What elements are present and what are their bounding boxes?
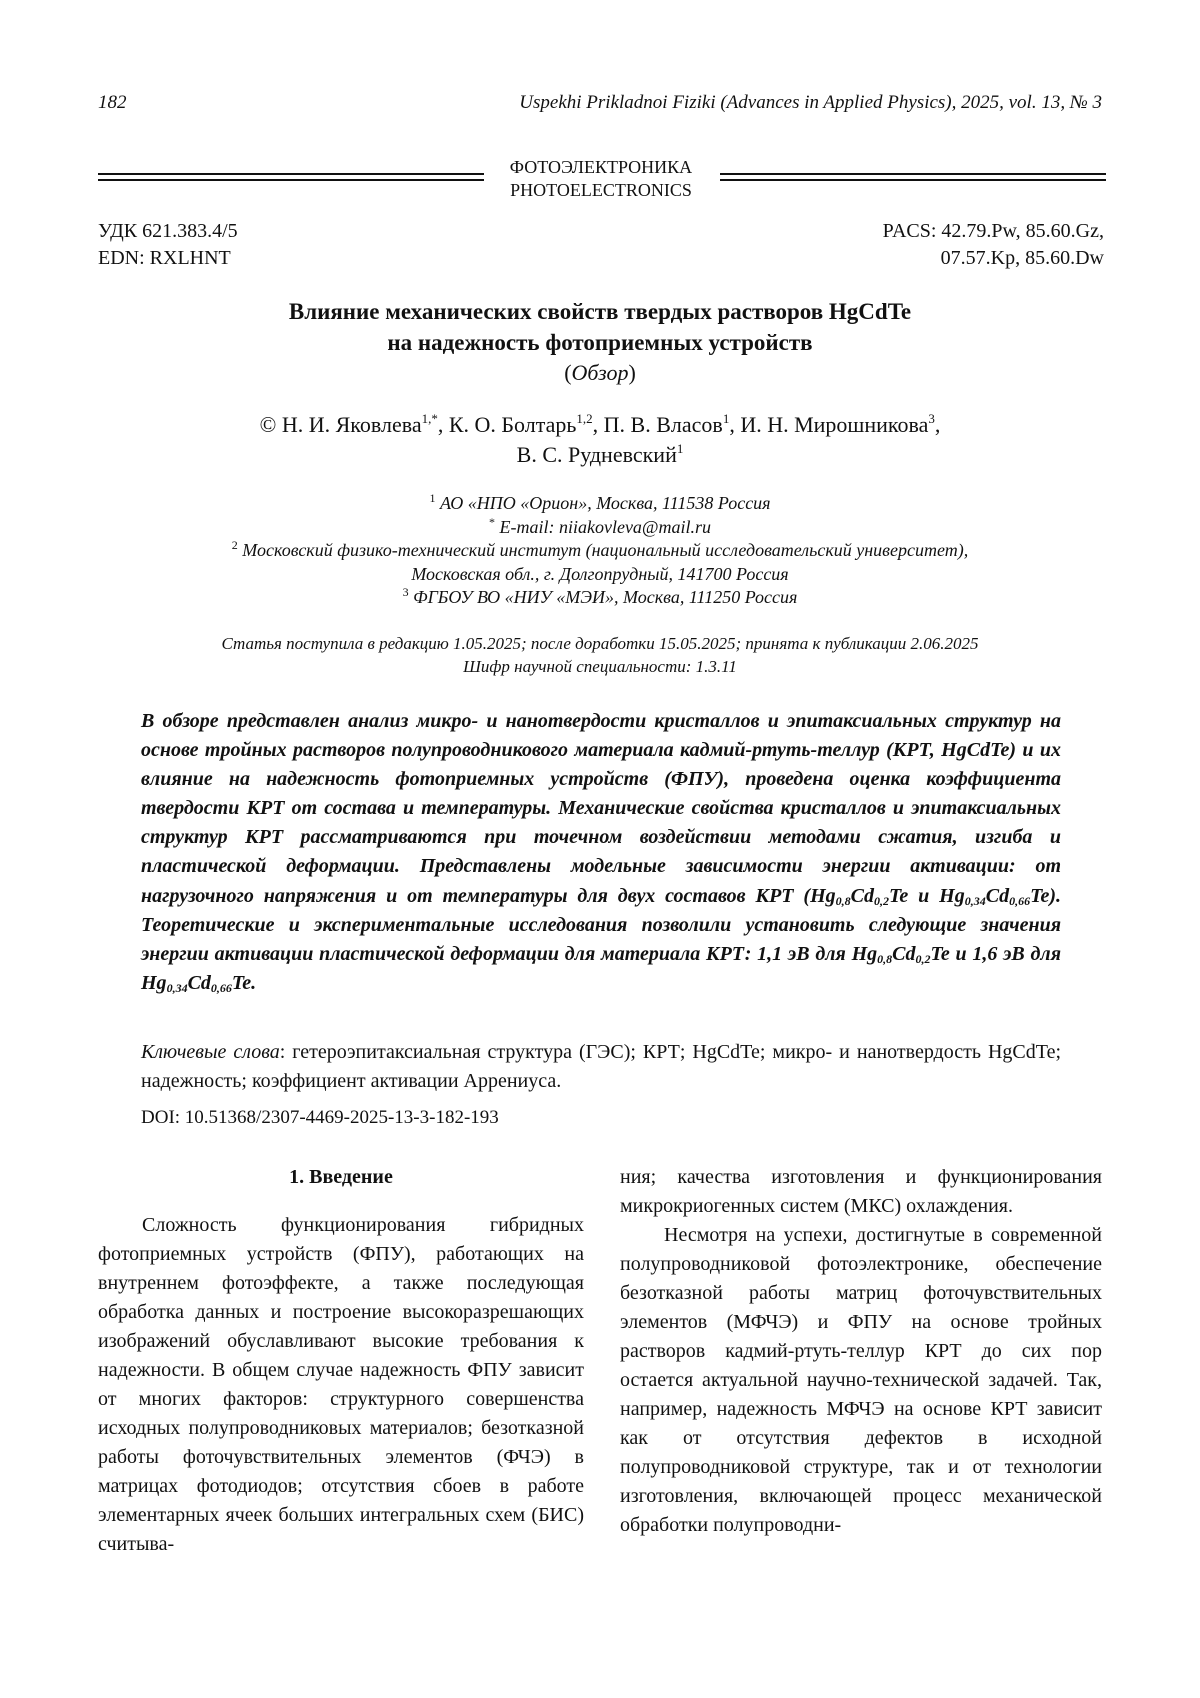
author-line-2 [98, 440, 1102, 470]
edn-code: EDN: RXLHNT [98, 245, 238, 272]
double-rule-left [98, 173, 484, 181]
abstract: В обзоре представлен анализ микро- и нанотвердости кристаллов и эпитаксиальных структур на основе тройных растворов полупроводникового материала кадмий-ртуть-теллур (КРТ, HgCdTe) и их влияние на надежность фотоприемных устройств (ФПУ), проведена оценка коэффициента твердости КРТ от состава и температуры. Механические свойства кристаллов и эпитаксиальных структур КРТ рассматриваются при точечном воздействии методами сжатия, изгиба и пластической деформации. Представлены модельные зависимости энергии активации: от нагрузочного напряжения и от температуры для двух составов КРТ (Hg0,8Cd0,2Te и Hg0,34Cd0,66Te). Теоретические и экспериментальные исследования позволили установить следующие значения энергии активации пластической деформации для материала КРТ: 1,1 эВ для Hg0,8Cd0,2Te и 1,6 эВ для Hg0,34Cd0,66Te. [141, 707, 1061, 998]
author-name: Н. И. Яковлева [282, 412, 422, 437]
title-line-1: Влияние механических свойств твердых растворов HgCdTe [98, 296, 1102, 327]
body-paragraph: Сложность функционирования гибридных фотоприемных устройств (ФПУ), работающих на внутреннем фотоэффекте, а также последующая обработка данных и построение высокоразрешающих изображений обуславливают высокие требования к надежности. В общем случае надежность ФПУ зависит от многих факторов: структурного совершенства исходных полупроводниковых материалов; безотказной работы фоточувствительных элементов (ФЧЭ) в матрицах фотодиодов; отсутствия сбоев в работе элементарных ячеек больших интегральных схем (БИС) считыва- [98, 1211, 584, 1559]
affiliation-3: 3 ФГБОУ ВО «НИУ «МЭИ», Москва, 111250 Россия [98, 586, 1102, 610]
author-name: В. С. Рудневский [517, 442, 677, 467]
double-rule-right [720, 173, 1106, 181]
doi: DOI: 10.51368/2307-4469-2025-13-3-182-193 [141, 1107, 499, 1129]
article-type: (Обзор) [98, 360, 1102, 386]
author-affiliation-mark: 1,* [422, 411, 438, 426]
received-dates: Статья поступила в редакцию 1.05.2025; после доработки 15.05.2025; принята к публикации 2.06.2025 [98, 632, 1102, 655]
author-name: К. О. Болтарь [449, 412, 577, 437]
affiliation-1: 1 АО «НПО «Орион», Москва, 111538 Россия [98, 492, 1102, 516]
section-name [488, 156, 714, 202]
author-line-1: © Н. И. Яковлева1,*, К. О. Болтарь1,2, П. В. Власов1, И. Н. Мирошникова3, [98, 410, 1102, 440]
section-name-ru: ФОТОЭЛЕКТРОНИКА [488, 156, 714, 179]
body-column-left [98, 1163, 584, 1559]
keywords [141, 1038, 1061, 1096]
pacs-line-2: 07.57.Kp, 85.60.Dw [883, 245, 1104, 272]
affiliation-2-cont: Московская обл., г. Долгопрудный, 141700 Россия [98, 563, 1102, 587]
title-line-2: на надежность фотоприемных устройств [98, 327, 1102, 358]
classification-right [883, 218, 1104, 272]
affiliation-2: 2 Московский физико-технический институт (национальный исследовательский университет), [98, 539, 1102, 563]
article-history [98, 632, 1102, 678]
classification-left [98, 218, 238, 272]
section-name-en: PHOTOELECTRONICS [488, 179, 714, 202]
article-type-label: Обзор [572, 360, 629, 385]
specialty-code: Шифр научной специальности: 1.3.11 [98, 655, 1102, 678]
contact-email: * E-mail: niiakovleva@mail.ru [98, 516, 1102, 540]
author-affiliation-mark: 1,2 [576, 411, 592, 426]
author-name: И. Н. Мирошникова [740, 412, 928, 437]
body-paragraph: ния; качества изготовления и функционирования микрокриогенных систем (МКС) охлаждения. [620, 1163, 1102, 1221]
journal-citation: Uspekhi Prikladnoi Fiziki (Advances in Applied Physics), 2025, vol. 13, № 3 [519, 92, 1102, 114]
body-paragraph: Несмотря на успехи, достигнутые в современной полупроводниковой фотоэлектронике, обеспечение безотказной работы матриц фоточувствительных элементов (МФЧЭ) и ФПУ на основе тройных растворов кадмий-ртуть-теллур КРТ до сих пор остается актуальной научно-технической задачей. Так, например, надежность МФЧЭ на основе КРТ зависит как от отсутствия дефектов в исходной полупроводниковой структуре, так и от технологии изготовления, включающей процесс механической обработки полупроводни- [620, 1221, 1102, 1540]
body-column-right [620, 1163, 1102, 1540]
page-number: 182 [98, 92, 127, 114]
section-heading: 1. Введение [98, 1163, 584, 1211]
section-banner [98, 156, 1106, 202]
keywords-list: : гетероэпитаксиальная структура (ГЭС); КРТ; HgCdTe; микро- и нанотвердость HgCdTe; надежность; коэффициент активации Аррениуса. [141, 1041, 1061, 1092]
author-affiliation-mark: 1 [723, 411, 730, 426]
author-affiliation-mark: 1 [677, 441, 684, 456]
pacs-line-1: PACS: 42.79.Pw, 85.60.Gz, [883, 218, 1104, 245]
author-affiliation-mark: 3 [928, 411, 935, 426]
keywords-label: Ключевые слова [141, 1041, 280, 1063]
author-name: П. В. Власов [604, 412, 723, 437]
running-header [98, 92, 1102, 120]
udk-code: УДК 621.383.4/5 [98, 218, 238, 245]
affiliations [98, 492, 1102, 610]
article-title [98, 296, 1102, 358]
author-list [98, 410, 1102, 470]
